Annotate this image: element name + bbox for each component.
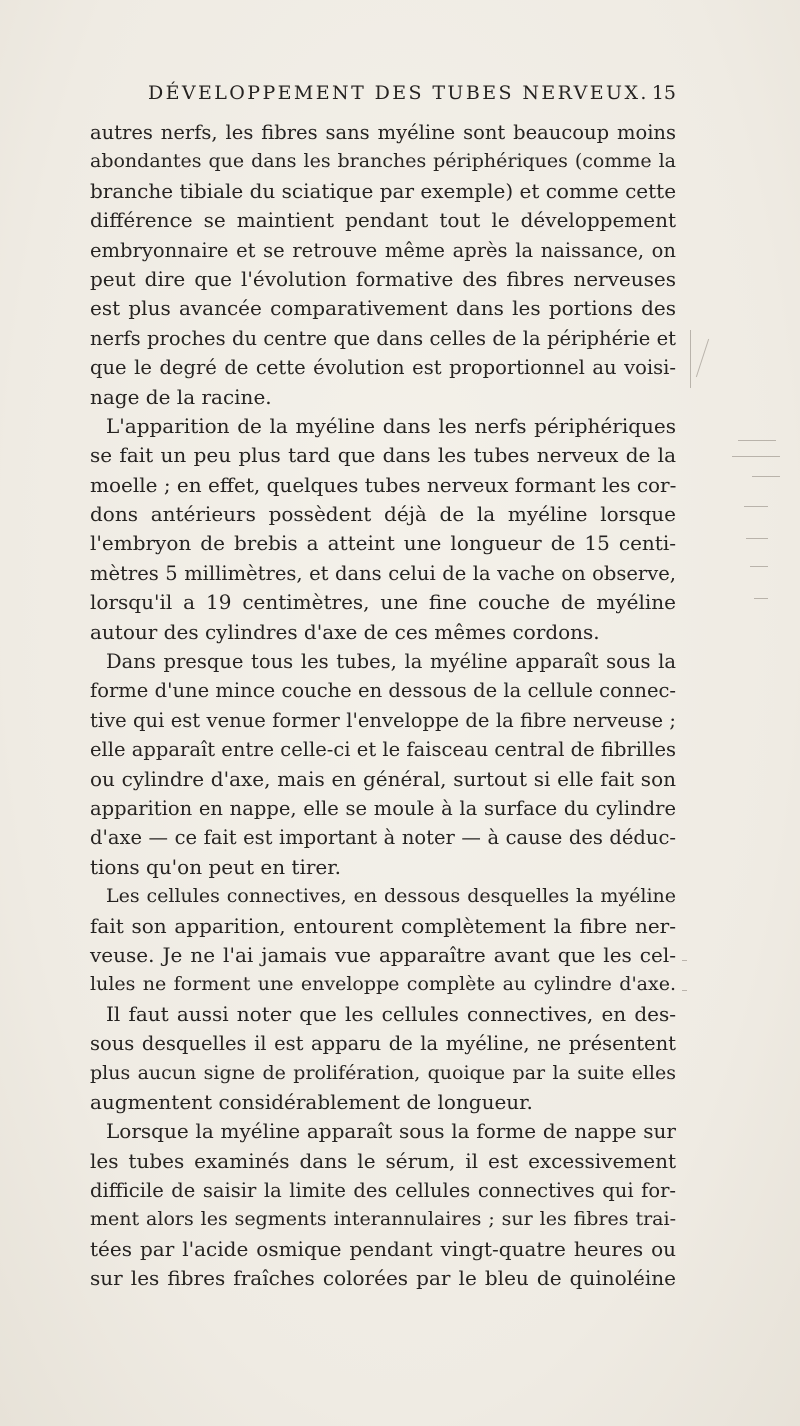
- text-line: embryonnaire et se retrouve même après la naissance, on: [90, 238, 676, 262]
- text-line: fait son apparition, entourent complètement la fibre ner-: [90, 913, 676, 938]
- page-number: 15: [651, 82, 676, 104]
- text-line: moelle ; en effet, quelques tubes nerveux formant les cor-: [90, 472, 677, 497]
- text-line: nerfs proches du centre que dans celles de la périphérie et: [90, 326, 676, 350]
- text-line: elle apparaît entre celle-ci et le faisceau central de fibrilles: [90, 738, 676, 762]
- text-line: autres nerfs, les fibres sans myéline sont beaucoup moins: [90, 121, 676, 144]
- text-line: lorsqu'il a 19 centimètres, une fine couche de myéline: [90, 590, 676, 615]
- margin-bracket-mark: [690, 330, 691, 388]
- text-line: Les cellules connectives, en dessous desquelles la myéline: [106, 885, 676, 908]
- text-line: autour des cylindres d'axe de ces mêmes cordons.: [90, 619, 600, 644]
- page-header: [90, 82, 676, 112]
- text-line: différence se maintient pendant tout le développement: [90, 208, 676, 233]
- text-line: ment alors les segments interannulaires ; sur les fibres trai-: [90, 1208, 676, 1231]
- text-line: se fait un peu plus tard que dans les tubes nerveux de la: [90, 443, 676, 468]
- text-line: peut dire que l'évolution formative des fibres nerveuses: [90, 266, 676, 291]
- text-line: mètres 5 millimètres, et dans celui de la vache on observe,: [90, 561, 676, 585]
- text-line: sur les fibres fraîches colorées par le bleu de quinoléine: [90, 1266, 676, 1291]
- text-line: tées par l'acide osmique pendant vingt-quatre heures ou: [90, 1236, 676, 1261]
- margin-scribble-mark: [732, 456, 780, 457]
- text-line: abondantes que dans les branches périphériques (comme la: [90, 150, 676, 173]
- text-line: L'apparition de la myéline dans les nerfs périphériques: [106, 413, 676, 438]
- text-line: branche tibiale du sciatique par exemple) et comme cette: [90, 178, 677, 203]
- text-line: tions qu'on peut en tirer.: [90, 854, 341, 879]
- body-text: [90, 118, 676, 1294]
- text-line: l'embryon de brebis a atteint une longueur de 15 centi-: [90, 531, 676, 556]
- text-line: dons antérieurs possèdent déjà de la myéline lorsque: [90, 502, 676, 527]
- text-line: d'axe — ce fait est important à noter — à cause des déduc-: [90, 826, 676, 850]
- text-line: forme d'une mince couche en dessous de la cellule connec-: [90, 679, 676, 703]
- running-title: DÉVELOPPEMENT DES TUBES NERVEUX.: [148, 82, 649, 104]
- text-line: augmentent considérablement de longueur.: [90, 1089, 533, 1114]
- margin-scribble-mark: [746, 538, 768, 539]
- margin-scribble-mark: [752, 476, 780, 477]
- text-line: sous desquelles il est apparu de la myéline, ne présentent: [90, 1032, 676, 1056]
- text-line: lules ne forment une enveloppe complète au cylindre d'axe.: [90, 973, 676, 996]
- text-line: les tubes examinés dans le sérum, il est excessivement: [90, 1148, 676, 1173]
- margin-scribble-mark: [738, 440, 776, 441]
- margin-dash-mark: [682, 990, 687, 991]
- margin-pencil-marks: [688, 330, 788, 1070]
- text-line: difficile de saisir la limite des cellules connectives qui for-: [90, 1179, 676, 1203]
- text-line: Il faut aussi noter que les cellules connectives, en des-: [106, 1001, 676, 1026]
- margin-tick-mark: [696, 339, 709, 377]
- text-line: apparition en nappe, elle se moule à la surface du cylindre: [90, 796, 676, 820]
- margin-scribble-mark: [754, 598, 768, 599]
- margin-dash-mark: [682, 960, 687, 961]
- text-line: nage de la racine.: [90, 384, 272, 409]
- text-line: Dans presque tous les tubes, la myéline apparaît sous la: [106, 650, 676, 674]
- text-line: veuse. Je ne l'ai jamais vue apparaître avant que les cel-: [90, 942, 676, 967]
- text-line: que le degré de cette évolution est proportionnel au voisi-: [90, 356, 676, 380]
- text-line: est plus avancée comparativement dans les portions des: [90, 296, 676, 321]
- text-line: tive qui est venue former l'enveloppe de la fibre nerveuse ;: [90, 708, 676, 732]
- text-line: Lorsque la myéline apparaît sous la forme de nappe sur: [106, 1119, 676, 1144]
- text-line: plus aucun signe de prolifération, quoique par la suite elles: [90, 1061, 676, 1084]
- margin-scribble-mark: [744, 506, 768, 507]
- text-line: ou cylindre d'axe, mais en général, surtout si elle fait son: [90, 766, 676, 791]
- margin-scribble-mark: [750, 566, 768, 567]
